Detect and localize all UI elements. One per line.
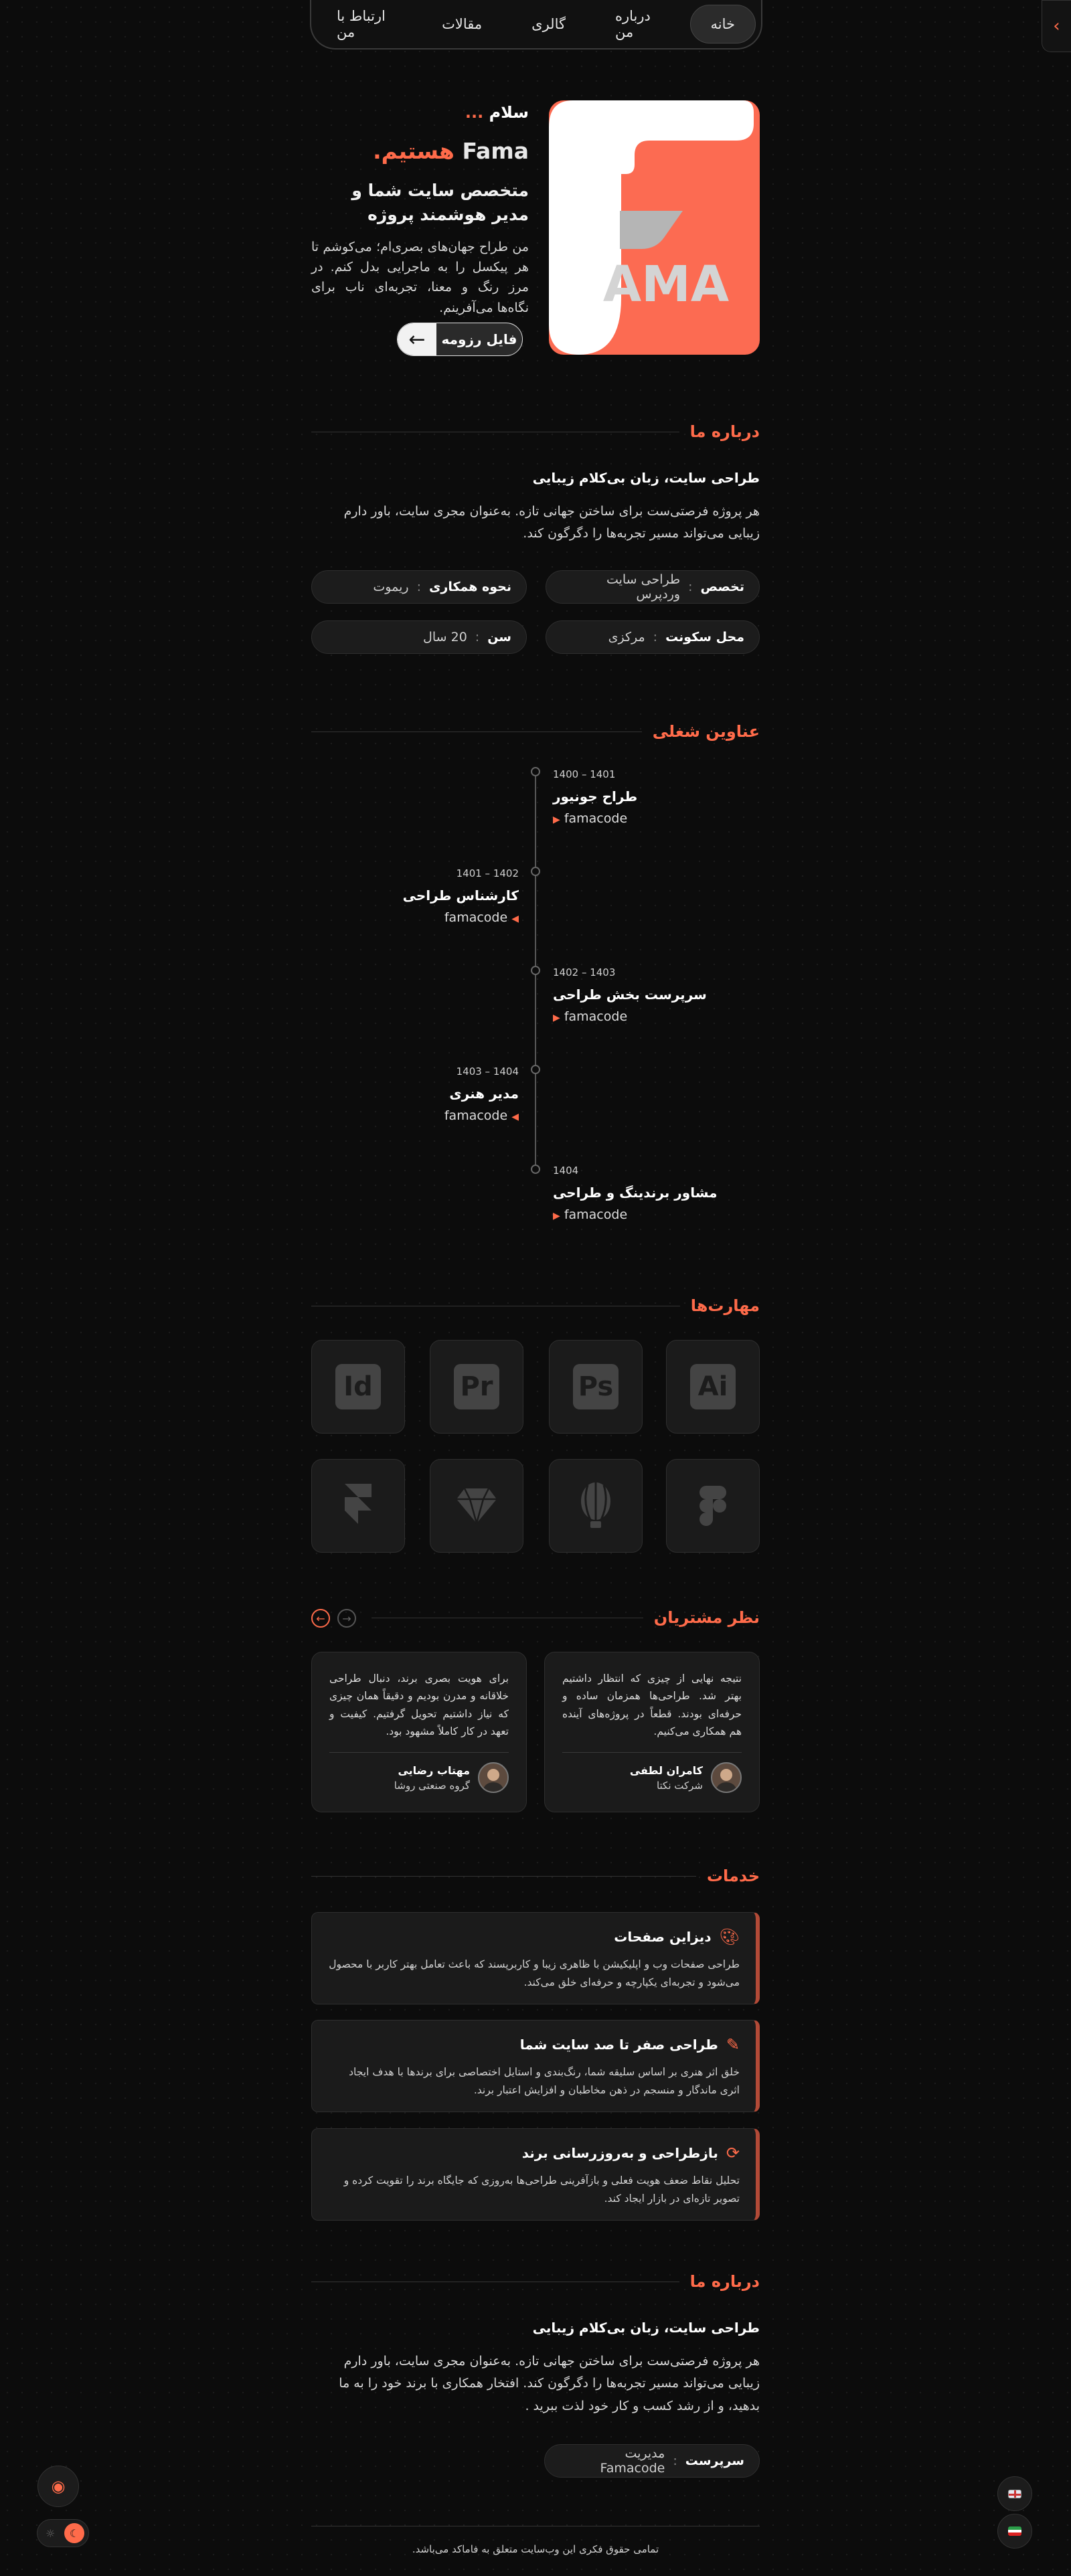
hero-name: Fama هستیم. <box>373 138 529 164</box>
chevron-left-icon: ‹ <box>1053 16 1060 36</box>
avatar <box>711 1762 742 1793</box>
logo-text: AMA <box>602 256 730 313</box>
timeline-dot <box>531 867 540 876</box>
fama-logo <box>549 100 760 355</box>
fact-location: محل سکونت : مرکزی <box>546 620 760 654</box>
palette-icon: ◉ <box>51 2477 66 2496</box>
service-card: 🎨︎ دیزاین صفحات طراحی صفحات وب و اپلیکیشن با ظاهری زیبا و کاربرپسند که باعث تعامل بهتر کاربر با محصول می‌شود و تجربه‌ای یکپارچه و حرفه‌ای خلق می‌کند. <box>311 1912 760 2004</box>
hero-text <box>311 100 529 318</box>
sun-icon: ☼ <box>46 2526 56 2540</box>
cv-download-button[interactable]: ← فایل رزومه <box>397 323 523 356</box>
framer-icon <box>342 1482 374 1529</box>
job-entry: 1402 – 1403 سرپرست بخش طراحی ▶ famacode <box>553 966 707 1024</box>
greeting: سلام ... <box>465 103 529 122</box>
nav-item-about[interactable]: درباره من <box>614 8 651 40</box>
service-card: ⟳ بازطراحی و به‌روزرسانی برند تحلیل نقاط ضعف هویت فعلی و بازآفرینی طراحی‌ها به‌روزی که جایگاه برند را تقویت کرده و تصویر تازه‌ای در بازار ایجاد کند. <box>311 2128 760 2221</box>
illustrator-icon: Ai <box>690 1364 736 1409</box>
triangle-right-icon: ▶ <box>553 814 560 825</box>
figma-icon <box>699 1486 726 1526</box>
moon-icon: ☾ <box>64 2523 84 2543</box>
next-testimonial-button[interactable] <box>337 1609 356 1628</box>
footer-copyright: تمامی حقوق فکری این وب‌سایت متعلق به فاماکد می‌باشد. <box>412 2543 659 2555</box>
job-entry: 1400 – 1401 طراح جونیور ▶ famacode <box>553 768 638 826</box>
timeline-dot <box>531 1165 540 1174</box>
triangle-left-icon: ◀ <box>511 1112 519 1122</box>
triangle-right-icon: ▶ <box>553 1211 560 1221</box>
palette-icon: 🎨︎ <box>719 1927 740 1946</box>
services-heading: خدمات <box>311 1866 760 1886</box>
hero-subtitle: متخصص سایت شما و مدیر هوشمند پروژه <box>351 181 529 225</box>
job-entry: 1403 – 1404 مدیر هنری famacode ◀ <box>444 1065 519 1123</box>
service-card: ✎ طراحی صفر تا صد سایت شما خلق اثر هنری بر اساس سلیقه شما، رنگ‌بندی و استایل اختصاصی برای برندها با هدف ایجاد اثری ماندگار و منسجم در ذهن مخاطبان و افزایش اعتبار برند. <box>311 2020 760 2112</box>
skill-figma <box>666 1459 760 1553</box>
about-body-2: هر پروژه فرصتی‌ست برای ساختن جهانی تازه. به‌عنوان مجری سایت، باور دارم زیبایی می‌تواند مسیر تجربه‌ها را دگرگون کند. افتخار همکاری با برند خود را به ما بدهید، و از رشد کسب و کار خود لذت ببرید . <box>339 2354 760 2413</box>
skill-photoshop <box>549 1340 643 1434</box>
skill-illustrator <box>666 1340 760 1434</box>
sketch-icon <box>455 1487 498 1525</box>
side-menu-toggle[interactable] <box>1042 0 1071 52</box>
theme-color-button[interactable] <box>37 2466 79 2507</box>
language-fa-button[interactable] <box>997 2514 1032 2549</box>
hero <box>311 100 760 356</box>
skill-sketch <box>430 1459 523 1553</box>
testimonials-heading: نظر مشتریان <box>372 1608 760 1628</box>
fact-collab: نحوه همکاری : ریموت <box>311 570 527 604</box>
dark-mode-toggle[interactable] <box>37 2519 89 2547</box>
timeline-dot <box>531 1065 540 1074</box>
job-entry: 1401 – 1402 کارشناس طراحی famacode ◀ <box>402 867 519 925</box>
prev-testimonial-button[interactable] <box>311 1609 330 1628</box>
job-entry: 1404 مشاور برندینگ و طراحی ▶ famacode <box>553 1165 718 1222</box>
fact-supervisor: سرپرست : مدیریت Famacode <box>544 2444 760 2478</box>
arrow-right-icon: → <box>342 1612 351 1625</box>
fact-specialty: تخصص : طراحی سایت وردپرس <box>546 570 760 604</box>
nav-item-gallery[interactable]: گالری <box>531 16 566 32</box>
about-body: هر پروژه فرصتی‌ست برای ساختن جهانی تازه. به‌عنوان مجری سایت، باور دارم زیبایی می‌تواند مسیر تجربه‌ها را دگرگون کند. <box>343 504 760 541</box>
skill-indesign <box>311 1340 405 1434</box>
indesign-icon: Id <box>335 1364 381 1409</box>
triangle-left-icon: ◀ <box>511 914 519 924</box>
skill-premiere <box>430 1340 523 1434</box>
refresh-icon: ⟳ <box>726 2144 740 2162</box>
testimonial-card: نتیجه نهایی از چیزی که انتظار داشتیم بهتر شد. طراحی‌ها همزمان ساده و حرفه‌ای بودند. قطعاً در پروژه‌های آینده هم همکاری می‌کنیم. کامران لطفی شرکت نکتا <box>544 1652 760 1812</box>
nav-item-home[interactable]: خانه <box>690 5 756 44</box>
uk-flag-icon <box>1008 2490 1021 2498</box>
pen-icon: ✎ <box>726 2035 740 2054</box>
timeline-dot <box>531 966 540 975</box>
top-nav <box>310 0 762 50</box>
fact-age: سن : 20 سال <box>311 620 527 654</box>
testimonial-card: برای هویت بصری برند، دنبال طراحی خلاقانه و مدرن بودیم و دقیقاً همان چیزی که نیاز داشتیم تحویل گرفتیم. کیفیت و تعهد در کار کاملاً مشهود بود. مهتاب رضایی گروه صنعتی روشا <box>311 1652 527 1812</box>
skill-framer <box>311 1459 405 1553</box>
triangle-right-icon: ▶ <box>553 1013 560 1023</box>
jobs-heading: عناوین شغلی <box>311 721 760 742</box>
timeline-dot <box>531 767 540 776</box>
nav-item-articles[interactable]: مقالات <box>442 16 483 32</box>
about-heading: درباره ما <box>311 422 760 442</box>
arrow-left-icon: ← <box>398 323 436 355</box>
avatar <box>478 1762 509 1793</box>
arrow-left-icon: ← <box>316 1612 325 1625</box>
skill-corel <box>549 1459 643 1553</box>
about-title-2: طراحی سایت، زبان بی‌کلام زیبایی <box>532 2320 760 2336</box>
iran-flag-icon <box>1008 2526 1021 2536</box>
hero-description: من طراح جهان‌های بصری‌ام؛ می‌کوشم تا هر پیکسل را به ماجرایی بدل کنم. در مرز رنگ و معنا، تجربه‌ای ناب برای نگاه‌ها می‌آفرینم. <box>311 239 529 315</box>
about-heading-2: درباره ما <box>311 2271 760 2292</box>
corel-icon <box>576 1482 616 1529</box>
premiere-icon: Pr <box>454 1364 499 1409</box>
about-title: طراحی سایت، زبان بی‌کلام زیبایی <box>532 470 760 486</box>
skills-heading: مهارت‌ها <box>311 1296 760 1316</box>
photoshop-icon: Ps <box>573 1364 619 1409</box>
language-en-button[interactable] <box>997 2476 1032 2511</box>
nav-item-contact[interactable]: ارتباط با من <box>337 8 386 40</box>
